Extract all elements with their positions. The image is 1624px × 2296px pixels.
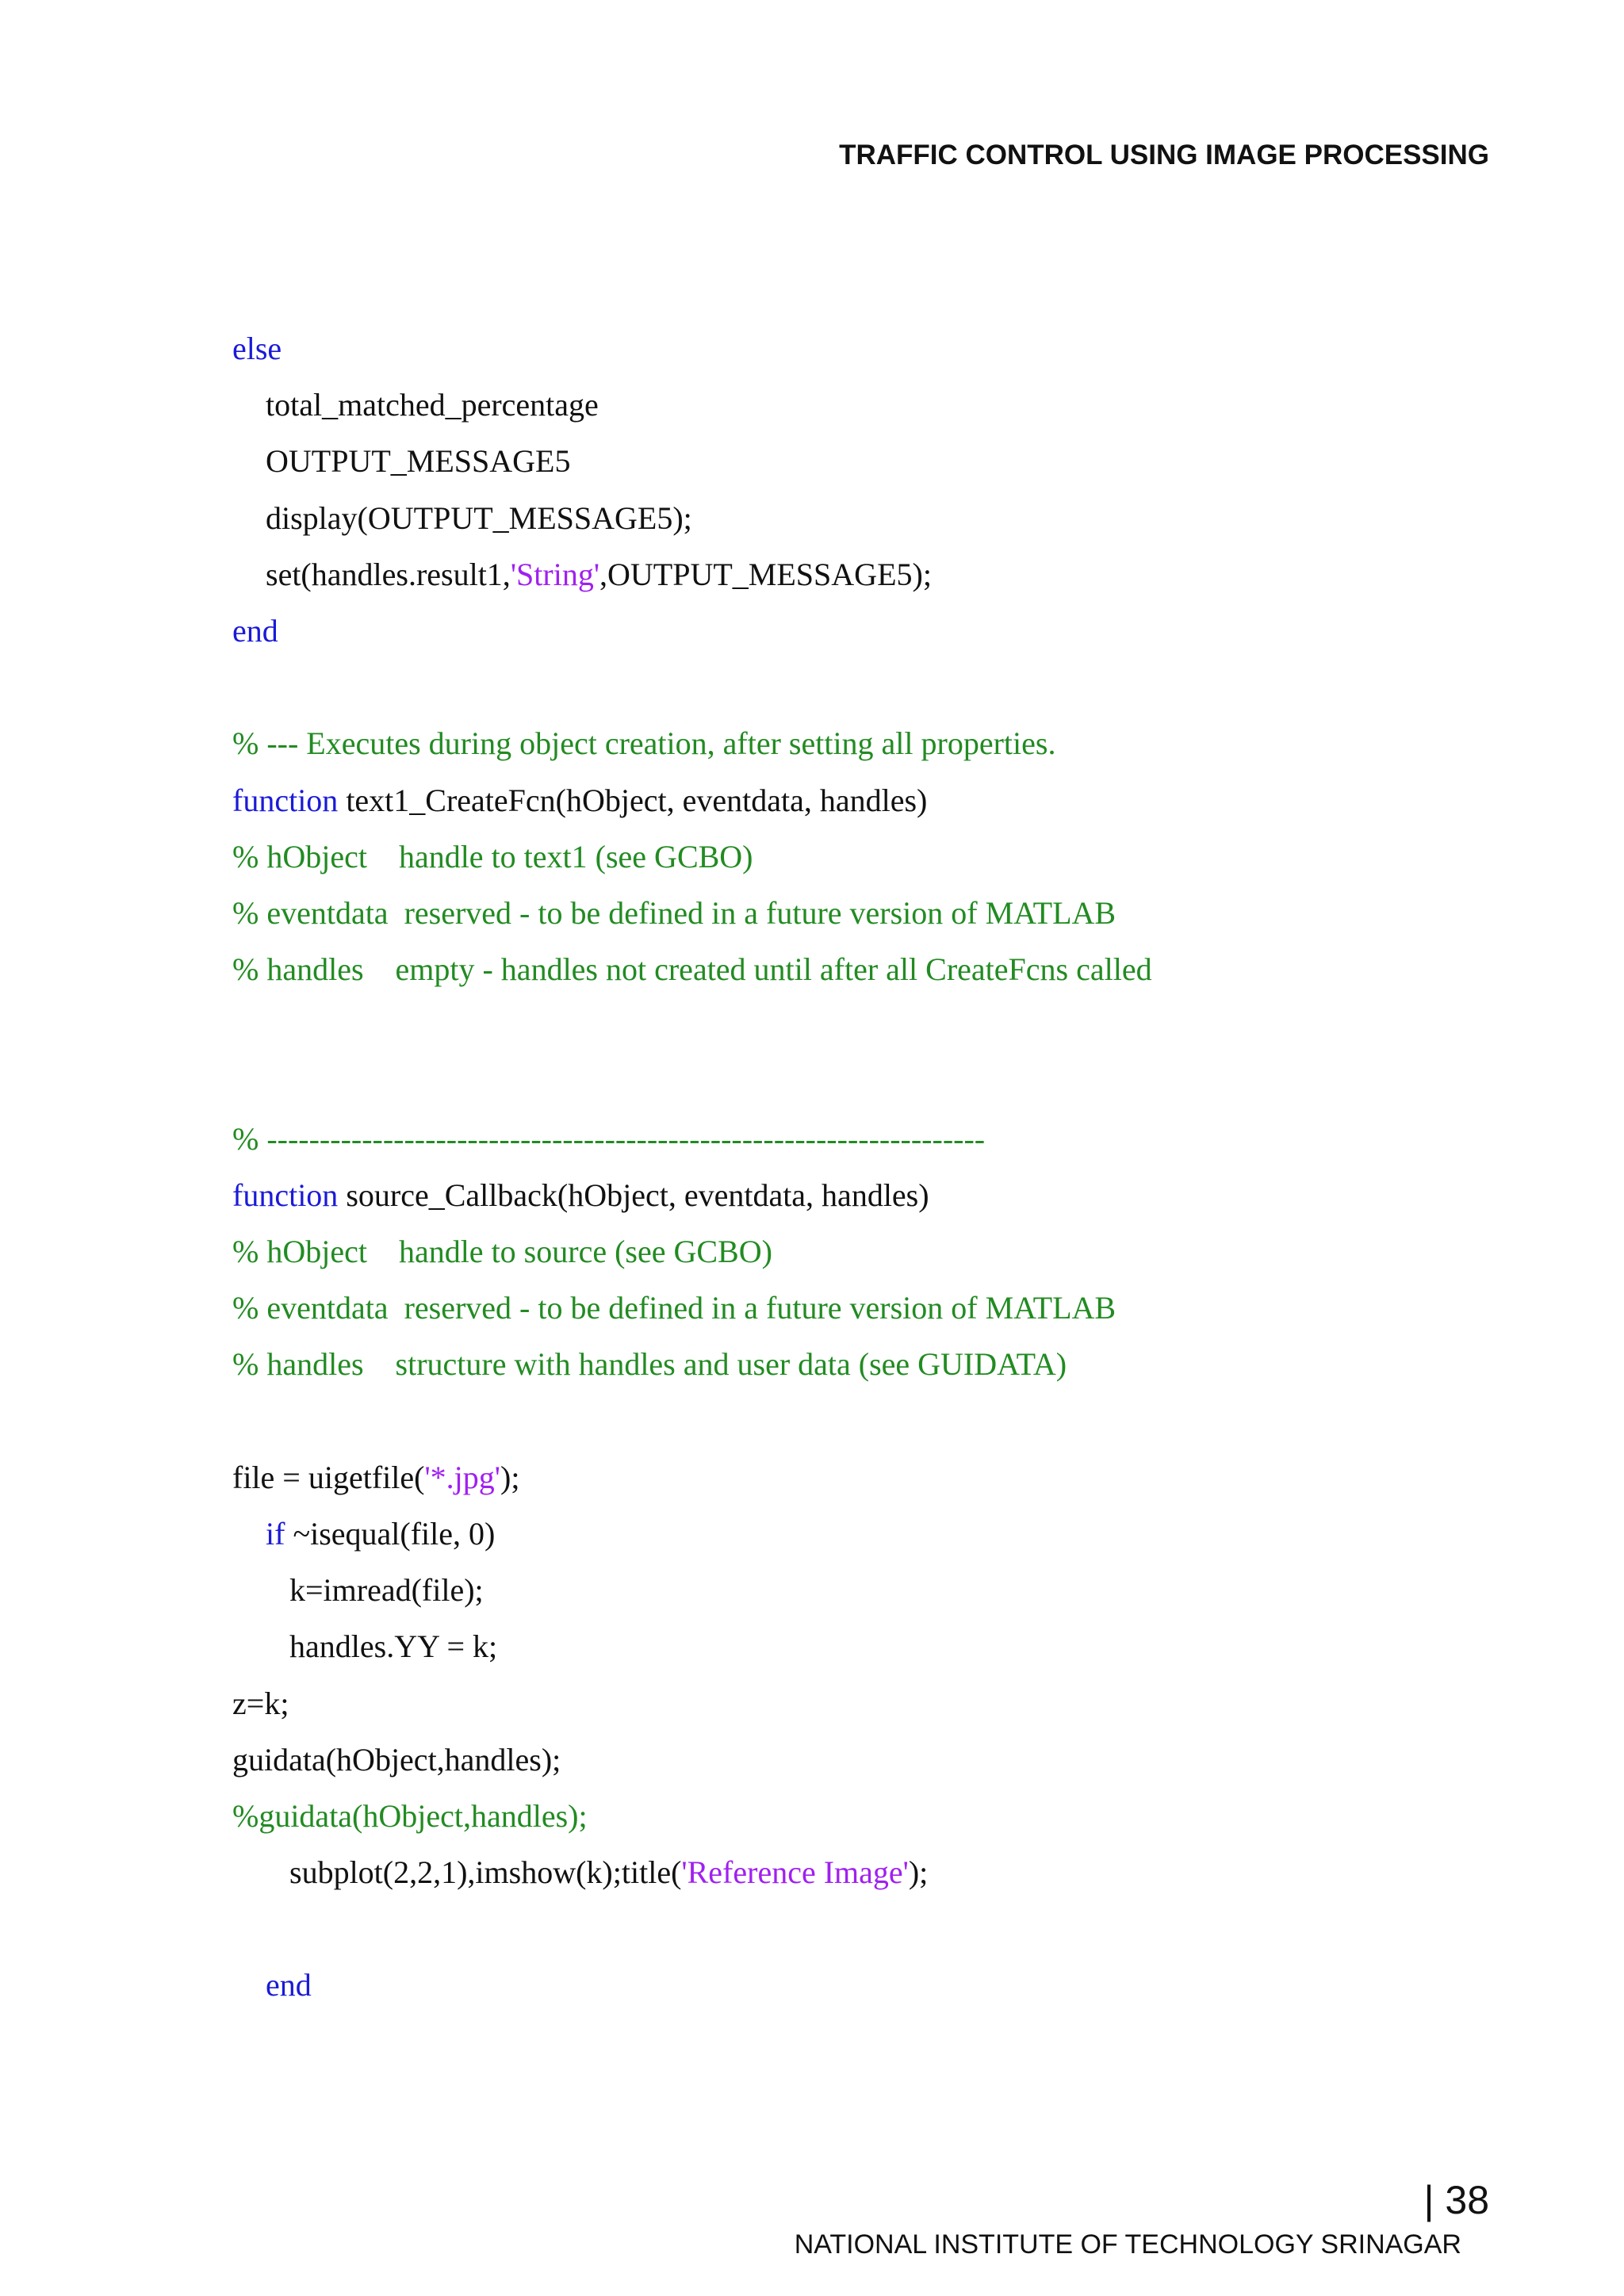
- code-line: [232, 1957, 1580, 2013]
- comment-line: % handles structure with handles and user data (see GUIDATA): [232, 1346, 1067, 1383]
- function-signature: source_Callback(hObject, eventdata, handles): [338, 1177, 929, 1213]
- code-line: [232, 320, 1580, 377]
- blank-line: [232, 997, 1580, 1110]
- code-line: display(OUTPUT_MESSAGE5);: [266, 499, 692, 536]
- string-literal: 'String': [510, 556, 600, 592]
- code-text: subplot(2,2,1),imshow(k);title(: [289, 1854, 682, 1891]
- keyword-if: if: [266, 1515, 285, 1552]
- code-text: ~isequal(file, 0): [285, 1515, 496, 1552]
- keyword-end: end: [266, 1967, 312, 2003]
- code-text: );: [500, 1459, 520, 1495]
- code-line: [232, 1449, 1580, 1506]
- code-line: total_matched_percentage: [266, 387, 599, 423]
- comment-line: % hObject handle to source (see GCBO): [232, 1234, 772, 1270]
- code-line: [232, 1167, 1580, 1223]
- string-literal: 'Reference Image': [681, 1854, 909, 1891]
- code-line: k=imread(file);: [289, 1572, 484, 1609]
- comment-separator-line: % --------------------------------------------------------------------: [232, 1120, 986, 1157]
- code-line: OUTPUT_MESSAGE5: [266, 443, 571, 480]
- code-line: [232, 603, 1580, 659]
- code-line: z=k;: [232, 1685, 289, 1721]
- comment-line: % eventdata reserved - to be defined in a future version of MATLAB: [232, 894, 1116, 931]
- comment-line: % handles empty - handles not created until after all CreateFcns called: [232, 951, 1152, 988]
- code-line: [232, 772, 1580, 828]
- code-line: guidata(hObject,handles);: [232, 1741, 561, 1777]
- keyword-else: else: [232, 331, 282, 366]
- keyword-end: end: [232, 612, 278, 649]
- keyword-function: function: [232, 1177, 339, 1213]
- blank-line: [232, 1900, 1580, 1957]
- code-text: set(handles.result1,: [266, 556, 511, 592]
- comment-line: % eventdata reserved - to be defined in a future version of MATLAB: [232, 1290, 1116, 1326]
- comment-line: %guidata(hObject,handles);: [232, 1797, 588, 1834]
- comment-line: % hObject handle to text1 (see GCBO): [232, 838, 753, 874]
- code-listing: [232, 320, 1580, 2014]
- blank-line: [232, 1393, 1580, 1449]
- code-line: handles.YY = k;: [289, 1628, 498, 1665]
- function-signature: text1_CreateFcn(hObject, eventdata, handles): [338, 782, 928, 818]
- code-line: [232, 1506, 1580, 1562]
- keyword-function: function: [232, 782, 339, 818]
- string-literal: '*.jpg': [424, 1459, 500, 1495]
- code-text: file = uigetfile(: [232, 1459, 425, 1495]
- code-line: [232, 546, 1580, 603]
- page-number: | 38: [1423, 2178, 1489, 2222]
- footer-institution: NATIONAL INSTITUTE OF TECHNOLOGY SRINAGAR: [794, 2229, 1461, 2260]
- code-text: );: [908, 1854, 929, 1891]
- running-header-title: TRAFFIC CONTROL USING IMAGE PROCESSING: [839, 140, 1489, 170]
- comment-line: % --- Executes during object creation, after setting all properties.: [232, 725, 1056, 762]
- code-line: [232, 1844, 1580, 1900]
- code-text: ,OUTPUT_MESSAGE5);: [599, 556, 932, 592]
- blank-line: [232, 659, 1580, 715]
